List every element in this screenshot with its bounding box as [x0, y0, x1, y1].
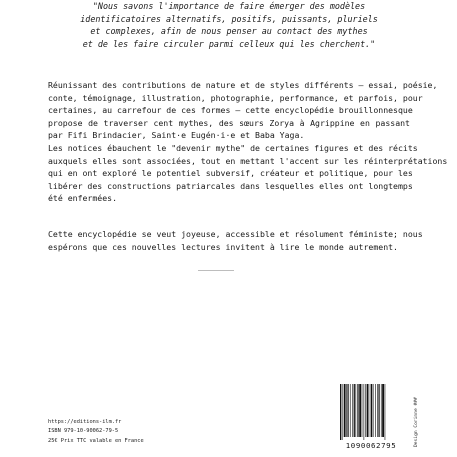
barcode-bar	[367, 384, 369, 437]
paragraph-notices	[48, 142, 448, 205]
barcode-bar	[346, 384, 347, 437]
paragraph-contributions	[48, 79, 438, 142]
barcode-bar	[344, 384, 346, 437]
barcode-bar	[385, 384, 386, 440]
price-label: 25€ Prix TTC valable en France	[48, 437, 144, 444]
barcode-bar	[356, 384, 357, 437]
barcode-bars	[337, 382, 405, 440]
barcode-bar	[359, 384, 361, 437]
barcode-bar	[377, 384, 378, 437]
barcode-number: 1090062795	[345, 441, 397, 450]
paragraph-line: Cette encyclopédie se veut joyeuse, accessible et résolument féministe; nous	[48, 229, 423, 239]
barcode-bar	[365, 384, 366, 437]
paragraph-line: Les notices ébauchent le "devenir mythe" de certaines figures et des récits	[48, 143, 418, 153]
paragraph-line: qui en ont exploré le potentiel subversif, créateur et politique, pour les	[48, 168, 413, 179]
barcode-bar	[381, 384, 382, 437]
paragraph-line: propose de traverser cent mythes, des sœurs Zorya à Agrippine en passant	[48, 117, 410, 128]
barcode-bar	[375, 384, 376, 437]
paragraph-line: certaines, au carrefour de ces formes – cette encyclopédie brouillonnesque	[48, 105, 413, 116]
paragraph-line: libérer des constructions patriarcales dans lesquelles elles ont longtemps	[48, 180, 413, 191]
quote-line: identificatoires alternatifs, positifs, puissants, pluriels	[80, 13, 378, 24]
barcode-bar	[357, 384, 358, 437]
isbn-number: ISBN 979-10-90062-79-5	[48, 428, 119, 435]
barcode-bar	[362, 384, 363, 437]
barcode-bar	[352, 384, 353, 437]
paragraph-line: par Fifi Brindacier, Saint·e Eugén·i·e et Baba Yaga.	[48, 130, 305, 141]
barcode-bar	[370, 384, 371, 437]
paragraph-line: Réunissant des contributions de nature et de styles différents – essai, poésie,	[48, 80, 438, 90]
publisher-website: https://editions-ilm.fr	[48, 419, 122, 425]
paragraph-line: auxquels elles sont associées, tout en mettant l'accent sur les réinterprétations	[48, 155, 448, 166]
barcode-bar	[347, 384, 348, 437]
barcode-bar	[378, 384, 379, 437]
barcode-bar	[373, 384, 374, 437]
barcode-bar	[340, 384, 341, 440]
barcode-bar	[371, 384, 372, 437]
publisher-footer	[48, 418, 144, 446]
barcode-bar	[342, 384, 343, 440]
quote-line: et complexes, afin de nous penser au contact des mythes	[90, 26, 368, 37]
section-divider	[198, 270, 234, 271]
paragraph-line: été enfermées.	[48, 193, 118, 204]
quote-line: "Nous savons l'importance de faire émerger des modèles	[92, 1, 366, 11]
quote-line: et de les faire circuler parmi celleux qui les cherchent."	[82, 38, 376, 49]
barcode-bar	[350, 384, 351, 437]
barcode-bar	[382, 384, 384, 437]
barcode-bar	[354, 384, 355, 437]
paragraph-line: espérons que ces nouvelles lectures invitent à lire le monde autrement.	[48, 241, 398, 252]
paragraph-closing	[48, 228, 423, 253]
epigraph-quote	[40, 0, 418, 50]
barcode-bar	[364, 384, 365, 440]
barcode	[337, 382, 405, 448]
design-credit: Design Corinne ###	[414, 397, 419, 447]
paragraph-line: conte, témoignage, illustration, photographie, performance, et parfois, pour	[48, 92, 423, 103]
